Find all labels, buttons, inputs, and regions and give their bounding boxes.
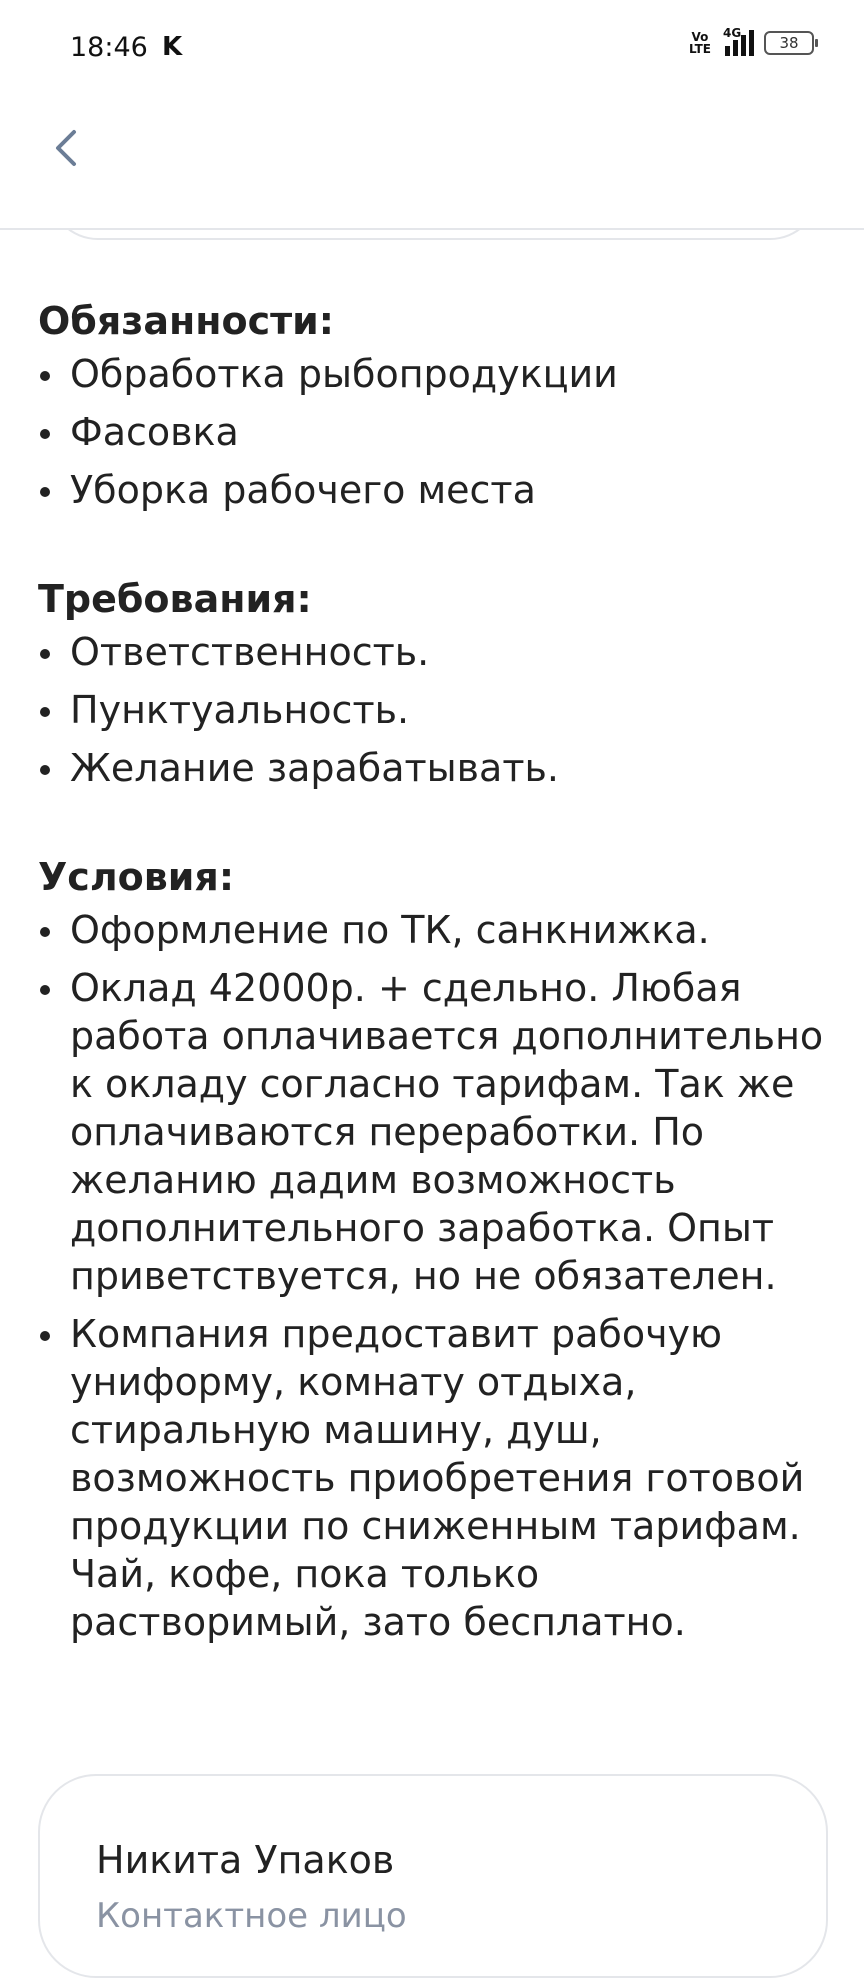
section-title: Обязанности: bbox=[38, 299, 334, 343]
section-title: Требования: bbox=[38, 577, 312, 621]
list-item: Оформление по ТК, санкнижка. bbox=[38, 906, 828, 954]
back-button[interactable] bbox=[40, 118, 90, 178]
list-item: Желание зарабатывать. bbox=[38, 744, 828, 792]
section-title: Условия: bbox=[38, 855, 235, 899]
top-app-bar bbox=[0, 100, 864, 230]
list-item: Фасовка bbox=[38, 408, 828, 456]
battery-level: 38 bbox=[779, 34, 799, 52]
list-item: Компания предоставит рабочую униформу, комнату отдыха, стиральную машину, душ, возможность приобретения готовой продукции по сниженным тарифам. Чай, кофе, пока только растворимый, зато бесплатно. bbox=[38, 1310, 828, 1646]
list-item: Пунктуальность. bbox=[38, 686, 828, 734]
contact-role: Контактное лицо bbox=[96, 1896, 407, 1936]
status-bar bbox=[0, 0, 864, 100]
list-item: Ответственность. bbox=[38, 628, 828, 676]
status-icons bbox=[688, 26, 814, 56]
list-item: Оклад 42000р. + сдельно. Любая работа оплачивается дополнительно к окладу согласно тарифам. Так же оплачиваются переработки. По желанию дадим возможность дополнительного заработка. Опыт приветствуется, но не обязателен. bbox=[38, 964, 828, 1300]
volte-icon: Vo LTE bbox=[688, 30, 711, 56]
contact-name: Никита Упаков bbox=[96, 1838, 395, 1882]
status-time: 18:46 bbox=[70, 32, 148, 63]
signal-icon bbox=[721, 26, 754, 56]
network-label: 4G bbox=[723, 26, 742, 40]
conditions-section bbox=[38, 848, 828, 1646]
list-item: Обработка рыбопродукции bbox=[38, 350, 828, 398]
duties-list bbox=[38, 350, 828, 514]
contact-card[interactable] bbox=[38, 1774, 828, 1978]
vacancy-description bbox=[38, 292, 828, 1702]
list-item: Уборка рабочего места bbox=[38, 466, 828, 514]
battery-icon bbox=[764, 31, 814, 55]
requirements-section bbox=[38, 570, 828, 792]
carrier-icon: K bbox=[162, 32, 183, 62]
chevron-left-icon bbox=[40, 118, 90, 178]
requirements-list bbox=[38, 628, 828, 792]
duties-section bbox=[38, 292, 828, 514]
conditions-list bbox=[38, 906, 828, 1646]
